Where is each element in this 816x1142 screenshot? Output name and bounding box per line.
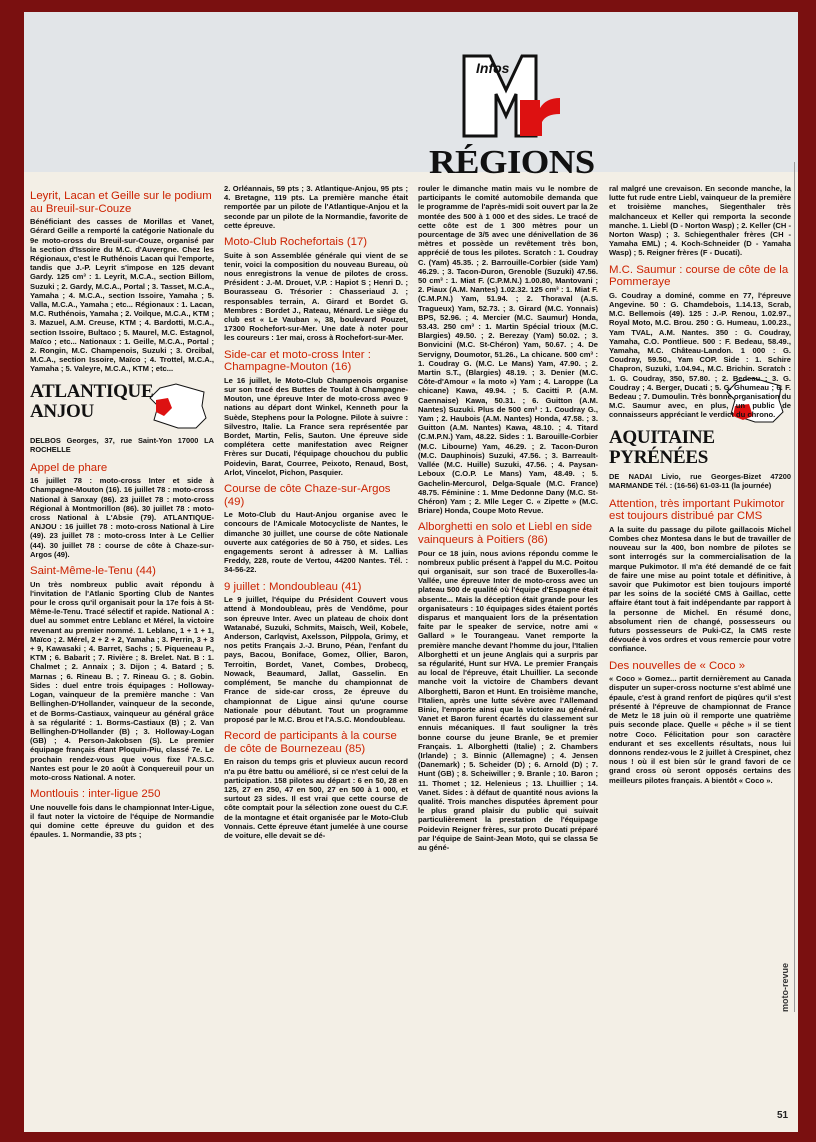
article-body: Bénéficiant des casses de Morillas et Vanet, Gérard Geille a remporté la catégorie Nationale du 9e moto-cross du Breuil-sur-Couze, organisé par la section d'Issoire du M.C. d'Auvergne. Chez les Régionaux, c'est le Ruthénois Lacan qui l'emporte, tandis que J.-P. Leyrit s'impose en 125 devant Gardy. 125 cm³ : 1. Leyrit, M.C.A., section Billom, Suzuki ; 2. Gardy, M.C.A., Portal ; 3. Tasset, M.C.A., Yamaha ; 4. M.C.A., section Issoire, Yamaha ; 5. Valla, M.C.A., Yamaha ; etc... Régionaux : 1. Lacan, M.C. Ruthénois, Yamaha ; 2. Voilque, M.C.A., KTM ; 3. Mazuel, A.M. Creuse, KTM ; 4. Bardotti, M.C.A., section Issoire, Bultaco ; 5. Maurel, M.C. Estagnol, Maïco ; etc... Nationaux : 1. Geille, M.C.A., Portal ; 2. Rongin, M.C. Champenois, Suzuki ; 3. Orcibal, M.C.A., section Issoire, Maïco ; 4. Trottel, M.C.A., Yamaha ; 5. Valeyre, M.C.A., KTM ; etc... <box>30 217 214 374</box>
article-body: ral malgré une crevaison. En seconde manche, la lutte fut rude entre Liebl, vainqueur de la première et troisième manches, Siegenthaler très malchanceux et Keller qui remporta la seconde manche. 1. Liebl (D - Norton Wasp) ; 2. Keller (CH - Norton Wasp) ; 3. Schiegenthaler frères (CH - Yamaha EML) ; 4. Koch-Schneider (D - Yamaha Wasp) ; 5. Reigner frères (F - Ducati). <box>609 184 791 258</box>
article-title: Leyrit, Lacan et Geille sur le podium au Breuil-sur-Couze <box>30 190 212 215</box>
article-body: Une nouvelle fois dans le championnat Inter-Ligue, il faut noter la victoire de l'équipe de Normandie qui domine cette épreuve du guidon et des épaules. 1. Normandie, 33 pts ; <box>30 802 214 840</box>
article-title: Alborghetti en solo et Liebl en side vainqueurs à Poitiers (86) <box>418 521 593 546</box>
column-2 <box>224 184 408 843</box>
article-title: Side-car et moto-cross Inter : Champagne-Mouton (16) <box>224 348 371 374</box>
column-4 <box>609 184 791 788</box>
region-heading: AQUITAINE PYRÉNÉES <box>609 426 715 468</box>
page <box>24 12 798 1132</box>
article-body: A la suite du passage du pilote gaillacois Michel Combes chez Montesa dans le but de travailler de nouveau sur la 400, bon nombre de pilotes se sont interrogés sur la commercialisation de la marque Pukimotor. Il m'a été demandé de ce fait de faire une mise au point totale et définitive, à savoir que Pukimotor est bien toujours importé par les soins de la société CMS à Gaillac, cette affaire étant tout à fait indépendante par rapport à la personne de Michel. En résumé donc, absolument rien de changé, possesseurs ou futurs possesseurs de Puki-CZ, la CMS reste dévouée à vos ordres et vous remercie pour votre confiance. <box>609 524 791 654</box>
margin-rule <box>794 162 795 1012</box>
article-title: Montlouis : inter-ligue 250 <box>30 788 161 801</box>
article-body: « Coco » Gomez... partit dernièrement au Canada disputer un super-cross nocturne s'est abîmé une épaule, c'est à grand renfort de piqûres qu'il s'est présenté à l'épreuve de championnat de France de Metz le 18 juin où il remporte une quatrième puis seconde place. Quelle « pêche » il se tient notre Coco. Félicitation pour son caractère endurant et ses excellents résultats, nous lui donnons rendez-vous le 2 juillet à Crespinet, chez nous ! où il est bien sûr le grand favori de ce grand cross où seront opposés certains des meilleurs pilotes français. A bientôt « Coco ». <box>609 674 791 785</box>
column-3 <box>418 184 598 855</box>
region-address: DE NADAI Livio, rue Georges-Bizet 47200 MARMANDE Tél. : (16-56) 61-03-11 (la journée) <box>609 471 791 490</box>
article-title: Saint-Même-le-Tenu (44) <box>30 565 156 578</box>
article-body: Le 9 juillet, l'équipe du Président Couvert vous attend à Mondoubleau, près de Vendôme, pour son épreuve Inter. Avec un plateau de choix dont Watanabé, Suzuki, Schmits, Maisch, Weil, Kobele, Anderson, Carlqvist, Axelsson, Pilppola, Grimy, et nos petits Français J.-J. Bruno, Péan, l'enfant du pays, Bacou, Boniface, Gomez, Ollier, Baron, Terroitin, Bordet, Vanet, Combes, Drobecq, Nowack, Beaumard, Jallat, Gasselin. En complément, 5e manche du championnat de France de side-car cross, 2e épreuve du championnat de Ligue ainsi qu'une course Nationale pour débutant. Tout un programme proposé par le M.C. Brou et l'A.S.C. Mondoubleau. <box>224 595 408 724</box>
column-1 <box>30 184 214 843</box>
magazine-name: moto-revue <box>780 962 790 1012</box>
article-body: rouler le dimanche matin mais vu le nombre de participants le comité automobile demanda que le programme de l'après-midi soit ouvert par la 2e montée des 500 à 1 000 et des sides. Le tracé de cette côte est de 1 300 mètres pour un pourcentage de 3/5 avec une dénivellation de 36 mètres et possède un revêtement très bon, apprécié de tous les pilotes. Scratch : 1. Coudray C. (Yam) 45.35. ; 2. Barrouille-Corbier (side Yam) 46.29. ; 3. Tacon-Duron, Grenoble (Suzuki) 47.56. 50 cm³ : 1. Miat F. (C.P.M.N.) 1.00.80, Mantovani ; 2. Piaux (A.M. Nantes) 1.02.32. 125 cm³ : 1. Miat F. (C.M.P.N.) Yam, 51.94. ; 2. Thoraval (A.S. Tragueux) Yam, 52.73. ; 3. Girard (M.C. Yonnais) BPS, 52.96. ; 4. Mercier (M.C. Saumur) Honda, 53.43. 250 cm³ : 1. Martin Spécial trioux (M.C. Blargies) 49.50. ; 2. Berezay (Yam) 50.02. ; 3. Bonvicini (M.C. St-Chéron) Yam, 50.67. ; 4. De Servigny, Doumotor, 51.26., La chicane. 500 cm³ : 1. Coudray G. (M.C. Le Mans) Yam, 47.90. ; 2. Martin S.T., (Blargies) 48.19. ; 3. Denier (M.C. Côte-d'Amour « la moto ») Yam ; 4. Laroppe (La chicane) Kawa, 49.94. ; 5. Cacitti P. (A.M. Caennaise) Kawa, 50.31. ; 6. Guitton (A.M. Nantes) Suzuki. Plus de 500 cm³ : 1. Coudray G., Yam ; 2. Haubois (A.M. Nantes) Honda, 47.58. ; 3. Guitton (A.M. Nantes) Kawa, 48.10. ; 4. Titard (C.M.P.N.) Yam, 48.22. Sides : 1. Barouille-Corbier (M.C. Libourne) Yam, 46.29. ; 2. Tacon-Duron (M.C. Dauphinois) Suzuki, 47.56. ; 3. Barreault-Vallée (M.C. Huille) Suzuki, 47.56. ; 4. Paysan-Leboux (C.O.P. Le Mans) Yam, 48.49. ; 5. Gachelin-Mercurol, Delga-Squale (M.C. France) 48.75. Féminine : 1. Mme Dedonne Dany (M.C. St-Chéron) Yam ; 2. Mlle Leger C. « Zipette » (M.C. Briare) Honda, Coupe Moto Revue. <box>418 184 598 516</box>
article-title: M.C. Saumur : course de côte de la Pommeraye <box>609 263 789 289</box>
article-body: 16 juillet 78 : moto-cross Inter et side à Champagne-Mouton (16). 16 juillet 78 : moto-cross National à Sanxay (86). 23 juillet 78 : moto-cross Régional à Montmorillon (86). 30 juillet 78 : moto-cross National à L'Absie (79). ATLANTIQUE-ANJOU : 16 juillet 78 : moto-cross National à Lire (49). 23 juillet 78 : moto-cross Inter à Le Cellier (44). 30 juillet 78 : course de côte à Chaze-sur-Argos (49). <box>30 476 214 559</box>
article-body: 2. Orléannais, 59 pts ; 3. Atlantique-Anjou, 95 pts ; 4. Bretagne, 119 pts. La première manche était remportée par un pilote de l'Atlantique-Anjou et la seconde par un pilote de la Normandie, favorite de cette épreuve. <box>224 184 408 230</box>
article-body: G. Coudray a dominé, comme en 77, l'épreuve Angevine. 50 : G. Chamdebois, 1.14.13, Scrab, M.C. Bellemois (49). 125 : J.-P. Renou, 1.02.97., Royal Moto, M.C. Brou. 250 : G. Humeau, 1.00.23., Yam TVAL, A.M. Nantes. 350 : G. Coudray, Yamaha, C.O. Pontlieue. 500 : F. Bedeau, 58.49., Yamaha, M.C. Château-Landon. 1 000 : G. Coudray, 59.50., Yam COP. Side : 1. Schire Chapron, Suzuki, 1.04.94., M.C. Brichin. Scratch : 1. G. Coudray, 350, 57.80. ; 2. Bedeau ; 3. G. Coudray ; 4. Berger, Ducati ; 5. G. Ghumeau ; 6. F. Bedeau ; 7. Dumoulin. Très bonne organisation du M.C. Saumur avec, en plus, un public de connaisseurs appréciant le verdict du chrono. <box>609 290 791 420</box>
article-title: Des nouvelles de « Coco » <box>609 659 746 672</box>
article-body: En raison du temps gris et pluvieux aucun record n'a pu être battu ou amélioré, si ce n'est celui de la participation. 158 pilotes au départ : 6 en 50, 28 en 125, 27 en 250, 47 en 500, 27 en 500 à 1 000, et surtout 23 sides. Il est vrai que cette course de côte comptait pour la sélection zone ouest du C.F. de la montagne et était organisée par le Moto-Club Vonnais. Cette épreuve étant jumelée à une course de voiture, elle devait se dé- <box>224 757 408 840</box>
article-body: Le 16 juillet, le Moto-Club Champenois organise sur son tracé des Buttes de Toulat à Champagne-Mouton, une épreuve Inter de moto-cross avec 9 nations au départ dont Winkel, Kenneth pour la Suède, Stephens pour la Pologne. Pilote à suivre : Silvestro, Italie. La France sera représentée par Bordet, Martin, Felis, Sauton. Une épreuve side complétera cette manifestation avec Reigner Frères sur Ducati, l'équipage chouchou du public Poidevin, Barat, Courree, Peixoto, Renaud, Bost, Arlot, Vincelot, Pichon, Pasquier. <box>224 375 408 477</box>
logo-infos-label: Infos <box>476 60 510 76</box>
article-body: Un très nombreux public avait répondu à l'invitation de l'Atlanic Sporting Club de Nantes pour le cross qu'il organisait pour la 17e fois à St-Même-le-Tenu. Tracé sélectif et rapide. National A : duel au sommet entre Leblanc et Mérel, la victoire revenant au premier nommé. 1. Leblanc, 1 + 1 + 1, Maïco ; 2. Mérel, 2 + 2 + 2, Yamaha ; 3. Perrin, 3 + 3 + 9, Kawasaki ; 4. Barret, Sachs ; 5. Piqueneau P., KTM ; 6. Babarit ; 7. Rivière ; 8. Brelet. Nat. B : 1. Chalmet ; 2. Annaix ; 3. Dijon ; 4. Batard ; 5. Marnas ; 6. Rineau B. ; 7. Rineau G. ; 8. Gobin. Sides : duel entre trois équipages : Holloway-Logan, vainqueur de la première manche : Van Bellinghen-D'Hollander, vainqueur de la seconde, et de Borms-Castiaux, vainqueur au général grâce à sa régularité : 1. Borms-Castiaux (B) ; 2. Van Bellinghen-D'Hollander (B) ; 3. Holloway-Logan (GB) ; 4. Person-Jakobsen (S). Le premier équipage français étant Ploquin-Piu, classé 7e. Le prochain rendez-vous que vous fixe l'A.S.C. Nantes est pour le 20 août à Conquereuil pour un moto-cross National. A noter. <box>30 579 214 782</box>
article-title: Moto-Club Rochefortais (17) <box>224 236 368 249</box>
article-body: Le Moto-Club du Haut-Anjou organise avec le concours de l'Amicale Motocycliste de Nantes, le dimanche 30 juillet, une course de côte Nationale ouverte aux catégories de 50 à 750, et sides. Les engagements seront à adresser à M. Lallias Freddy, 228, route de Vertou, 44200 Nantes. Tél. : 34-56-22. <box>224 510 408 575</box>
article-title: 9 juillet : Mondoubleau (41) <box>224 580 362 593</box>
article-title: Course de côte Chaze-sur-Argos (49) <box>224 483 391 508</box>
header-banner <box>24 12 798 181</box>
section-title: RÉGIONS <box>429 144 595 181</box>
region-address: DELBOS Georges, 37, rue Saint-Yon 17000 LA ROCHELLE <box>30 435 214 454</box>
france-map-icon <box>146 382 210 432</box>
article-body: Pour ce 18 juin, nous avions répondu comme le nombreux public présent à l'appel du M.C. Poitou qui organisait, sur son tracé de Buxerolles-la-Vallée, une épreuve Inter de moto-cross avec un plateau 500 de qualité où l'équipe d'Espagne était absente... Mais la déception était grande pour les organisateurs : 10 équipages sides étaient portés disparus et manquaient lors de la présentation faite par le speaker de service, notre ami « Gallard » le Tourangeau. Vanet remporte la première manche devant l'homme du jour, l'Italien Alborghetti et un jeune Anglais qui a surpris par sa régularité, Hunt sur HVA. Le premier Français au local de l'épreuve, était Lhuillier. La seconde manche voit la victoire de Chambers devant Alborghetti, Baron et Hunt. En troisième manche, l'Italien, après une lutte sévère avec l'Allemand Binic, l'emporte ainsi que la victoire au général. Vanet et Baron furent écartés du classement sur ennuis mécaniques. Il faut souligner la très bonne course du jeune Branle, 9e et premier Français. 1. Alborghetti (Italie) ; 2. Chambers (Irlande) ; 3. Binnic (Allemagne) ; 4. Jensen (Danemark) ; 5. Scheider (D) ; 6. Arnold (D) ; 7. Hunt (GB) ; 8. Scheiwiller ; 9. Branle ; 10. Baron ; 11. Thomet ; 12. Helenieus ; 13. Lhuillier ; 14. Vanet. Sides : à défaut de quantité nous avions la qualité. Trois manches disputées âprement pour le plus grand plaisir du public qui suivait particulièrement la prestation de l'équipage Poidevin Reigner frères, sur proto Ducati préparé par l'équipe de Saint-Jean Moto, qui se classa 5e au géné- <box>418 548 599 852</box>
region-heading: ATLANTIQUE ANJOU <box>30 380 154 422</box>
article-title: Record de participants à la course de côte de Bournezeau (85) <box>224 730 397 755</box>
article-title: Appel de phare <box>30 461 108 474</box>
article-body: Suite à son Assemblée générale qui vient de se tenir, voici la composition du nouveau Bureau, où nous enregistrons la venue de pilotes de cross. Président : J.-M. Drouet, V.P. : Hapiot S ; Henri D. ; Bourasseau G. Trésorier : Chasseriaud J. ; responsables terrain, A. Girard et Bordet G. Membres : Bordet J., Rateau, Ménard. Le siège du club est « Le Vauban », 38, boulevard Pouzet, 17300 Rochefort-sur-Mer. Une date à noter pour les coureurs : 1er mai, cross à Rochefort-sur-Mer. <box>224 250 408 343</box>
article-title: Attention, très important Pukimotor est toujours distribué par CMS <box>609 497 785 523</box>
page-number: 51 <box>777 1110 789 1121</box>
